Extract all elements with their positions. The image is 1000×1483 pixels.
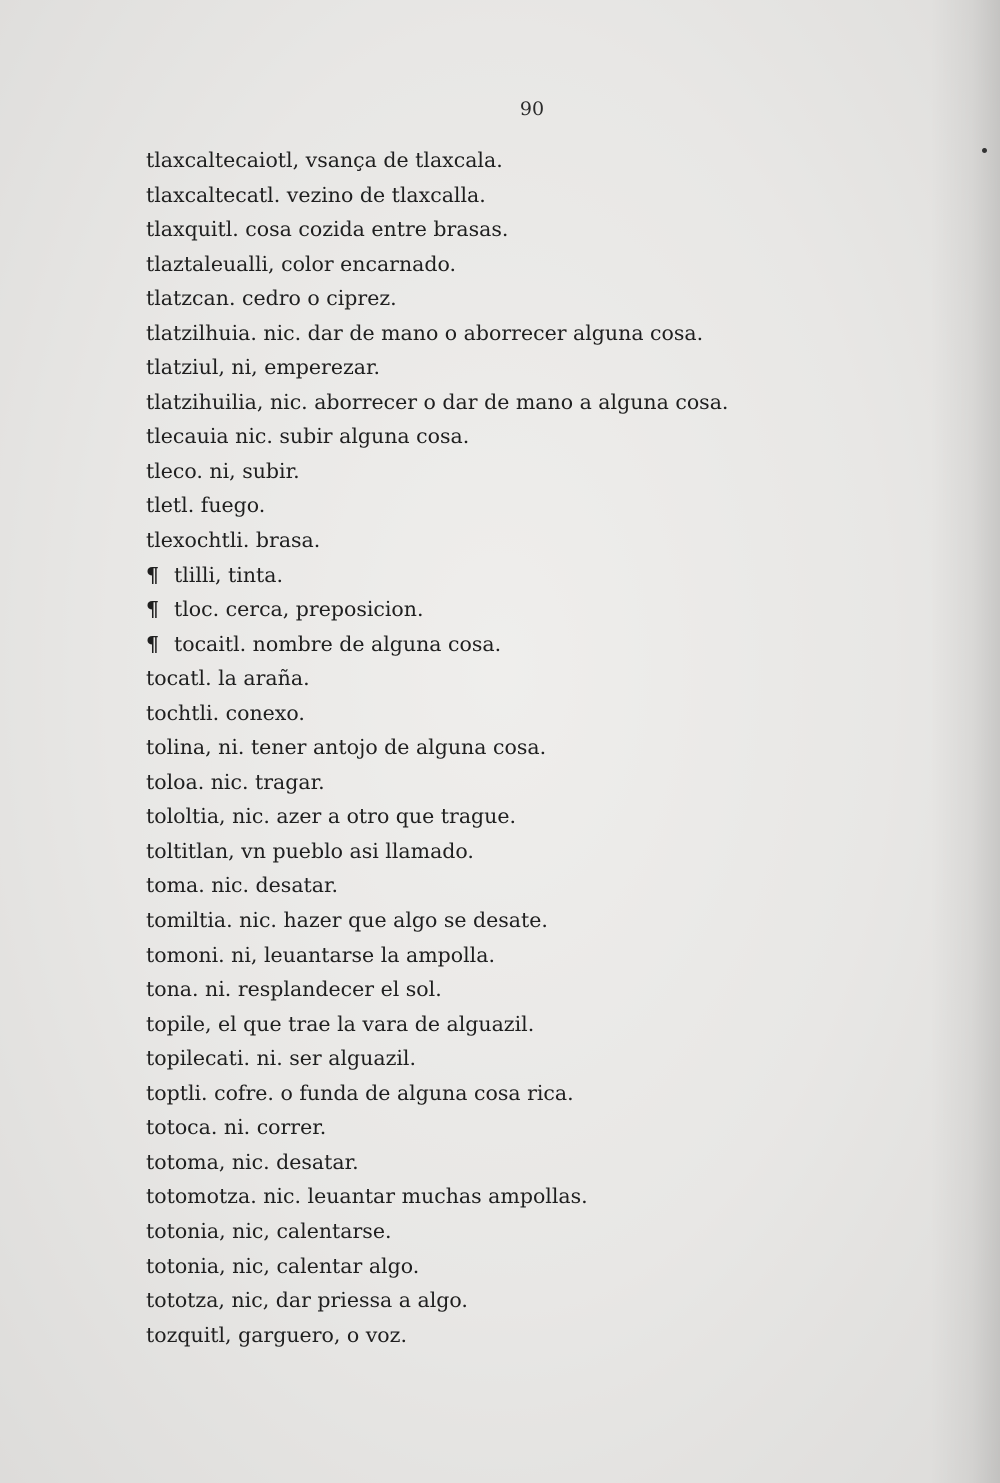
entry-text: tototza, nic, dar priessa a algo.: [146, 1288, 468, 1313]
entry-text: tolina, ni. tener antojo de alguna cosa.: [146, 735, 547, 760]
dictionary-entry: [146, 281, 728, 316]
dictionary-entry: [146, 1318, 728, 1353]
dictionary-entries: [146, 143, 728, 1352]
dictionary-entry: [146, 1214, 728, 1249]
dictionary-entry: [146, 799, 728, 834]
dictionary-entry: [146, 938, 728, 973]
entry-text: tlilli, tinta.: [174, 562, 284, 587]
entry-text: toltitlan, vn pueblo asi llamado.: [146, 838, 474, 863]
dictionary-entry: [146, 868, 728, 903]
entry-text: tomoni. ni, leuantarse la ampolla.: [146, 942, 495, 967]
entry-text: tletl. fuego.: [146, 493, 266, 518]
dictionary-entry: [146, 834, 728, 869]
dictionary-entry: [146, 661, 728, 696]
entry-text: totonia, nic, calentarse.: [146, 1218, 392, 1243]
dictionary-entry: [146, 1041, 728, 1076]
entry-text: tloc. cerca, preposicion.: [174, 597, 424, 622]
entry-text: tlatzilhuia. nic. dar de mano o aborrecer alguna cosa.: [146, 320, 704, 345]
dictionary-entry: [146, 454, 728, 489]
dictionary-entry: [146, 178, 728, 213]
dictionary-entry: [146, 558, 728, 593]
dictionary-entry: [146, 972, 728, 1007]
dictionary-entry: [146, 385, 728, 420]
dictionary-entry: [146, 1283, 728, 1318]
entry-text: toma. nic. desatar.: [146, 873, 339, 898]
entry-text: tocaitl. nombre de alguna cosa.: [174, 631, 502, 656]
dictionary-entry: [146, 350, 728, 385]
entry-text: tomiltia. nic. hazer que algo se desate.: [146, 908, 548, 933]
dictionary-entry: [146, 1145, 728, 1180]
entry-text: totonia, nic, calentar algo.: [146, 1253, 420, 1278]
pilcrow-marker: ¶: [146, 562, 160, 587]
entry-text: tololtia, nic. azer a otro que trague.: [146, 804, 517, 829]
dictionary-entry: [146, 627, 728, 662]
pilcrow-marker: ¶: [146, 631, 160, 656]
dictionary-entry: [146, 419, 728, 454]
dictionary-entry: [146, 1110, 728, 1145]
dictionary-entry: [146, 523, 728, 558]
entry-text: tochtli. conexo.: [146, 700, 305, 725]
entry-text: toloa. nic. tragar.: [146, 769, 325, 794]
dictionary-entry: [146, 488, 728, 523]
dictionary-entry: [146, 212, 728, 247]
page-number: 90: [519, 98, 545, 120]
entry-text: topilecati. ni. ser alguazil.: [146, 1046, 416, 1071]
dictionary-entry: [146, 765, 728, 800]
dictionary-entry: [146, 143, 728, 178]
entry-text: tlexochtli. brasa.: [146, 528, 321, 553]
dictionary-entry: [146, 903, 728, 938]
entry-text: tocatl. la araña.: [146, 666, 310, 691]
dictionary-entry: [146, 1179, 728, 1214]
entry-text: tleco. ni, subir.: [146, 458, 300, 483]
dictionary-entry: [146, 316, 728, 351]
entry-text: tozquitl, garguero, o voz.: [146, 1322, 407, 1347]
entry-text: tlaxcaltecaiotl, vsança de tlaxcala.: [146, 148, 503, 172]
dictionary-entry: [146, 1076, 728, 1111]
entry-text: topile, el que trae la vara de alguazil.: [146, 1011, 535, 1036]
dictionary-entry: [146, 1249, 728, 1284]
entry-text: totoca. ni. correr.: [146, 1115, 327, 1140]
entry-text: tlaxcaltecatl. vezino de tlaxcalla.: [146, 182, 486, 207]
dictionary-entry: [146, 730, 728, 765]
entry-text: tlaxquitl. cosa cozida entre brasas.: [146, 217, 509, 242]
entry-text: tlatzihuilia, nic. aborrecer o dar de mano a alguna cosa.: [146, 389, 729, 414]
entry-text: toptli. cofre. o funda de alguna cosa rica.: [146, 1080, 574, 1105]
dictionary-entry: [146, 247, 728, 282]
entry-text: totomotza. nic. leuantar muchas ampollas.: [146, 1184, 588, 1209]
entry-text: tlatzcan. cedro o ciprez.: [146, 286, 397, 311]
pilcrow-marker: ¶: [146, 597, 160, 622]
ink-speck: [982, 148, 987, 153]
dictionary-entry: [146, 1007, 728, 1042]
page-edge-shadow: [930, 0, 1000, 1483]
dictionary-entry: [146, 696, 728, 731]
dictionary-entry: [146, 592, 728, 627]
entry-text: tona. ni. resplandecer el sol.: [146, 977, 442, 1002]
entry-text: tlecauia nic. subir alguna cosa.: [146, 424, 470, 449]
entry-text: tlaztaleualli, color encarnado.: [146, 251, 457, 276]
entry-text: totoma, nic. desatar.: [146, 1149, 359, 1174]
entry-text: tlatziul, ni, emperezar.: [146, 355, 381, 380]
